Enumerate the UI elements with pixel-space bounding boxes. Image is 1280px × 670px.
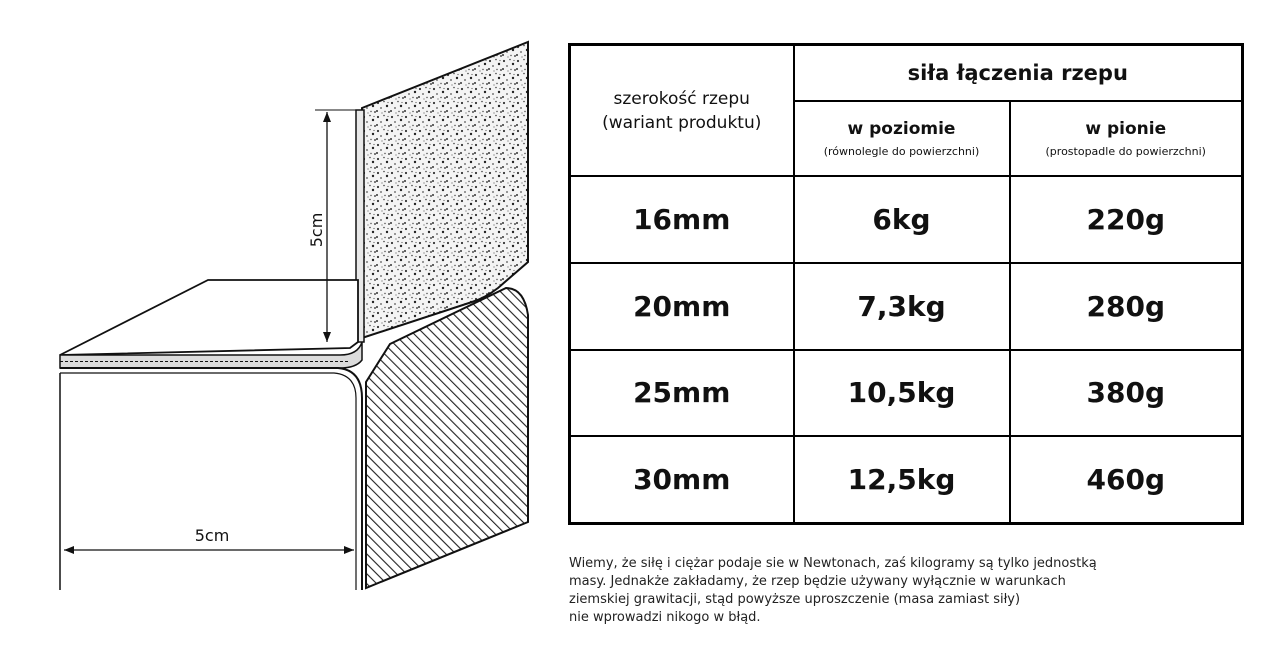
header-vertical xyxy=(1010,101,1243,176)
horizontal-dimension-label: 5cm xyxy=(194,526,230,545)
cell-width: 25mm xyxy=(570,350,794,437)
lower-hatched-block xyxy=(366,288,528,588)
note-line: nie wprowadzi nikogo w błąd. xyxy=(569,610,761,625)
cell-vertical: 380g xyxy=(1010,350,1243,437)
cell-horizontal: 10,5kg xyxy=(794,350,1010,437)
table-row xyxy=(570,176,1243,263)
cell-width: 30mm xyxy=(570,436,794,523)
note-line: Wiemy, że siłę i ciężar podaje sie w Newtonach, zaś kilogramy są tylko jednostką xyxy=(569,556,1097,571)
cell-width: 16mm xyxy=(570,176,794,263)
horizontal-plate xyxy=(60,280,358,355)
cell-width: 20mm xyxy=(570,263,794,350)
table-row xyxy=(570,436,1243,523)
cell-horizontal: 6kg xyxy=(794,176,1010,263)
cell-vertical: 220g xyxy=(1010,176,1243,263)
header-width-line1: szerokość rzepu xyxy=(613,88,750,109)
velcro-test-diagram xyxy=(40,30,550,610)
cell-horizontal: 12,5kg xyxy=(794,436,1010,523)
disclaimer-note xyxy=(569,555,1209,627)
table-row xyxy=(570,263,1243,350)
header-velcro-width xyxy=(570,45,794,177)
vertical-dimension-label: 5cm xyxy=(307,212,326,248)
table-row xyxy=(570,350,1243,437)
header-horizontal xyxy=(794,101,1010,176)
note-line: masy. Jednakże zakładamy, że rzep będzie używany wyłącznie w warunkach xyxy=(569,574,1066,589)
cell-horizontal: 7,3kg xyxy=(794,263,1010,350)
cell-vertical: 280g xyxy=(1010,263,1243,350)
header-vertical-label: w pionie xyxy=(1085,119,1167,140)
header-width-line2: (wariant produktu) xyxy=(602,112,762,133)
bending-fabric xyxy=(60,368,362,590)
header-horizontal-note: (równolegle do powierzchni) xyxy=(823,145,980,159)
note-line: ziemskiej grawitacji, stąd powyższe uproszczenie (masa zamiast siły) xyxy=(569,592,1021,607)
header-bond-strength: siła łączenia rzepu xyxy=(794,45,1243,102)
velcro-strength-table xyxy=(568,43,1244,525)
header-vertical-note: (prostopadle do powierzchni) xyxy=(1045,145,1206,159)
header-horizontal-label: w poziomie xyxy=(847,119,956,140)
cell-vertical: 460g xyxy=(1010,436,1243,523)
